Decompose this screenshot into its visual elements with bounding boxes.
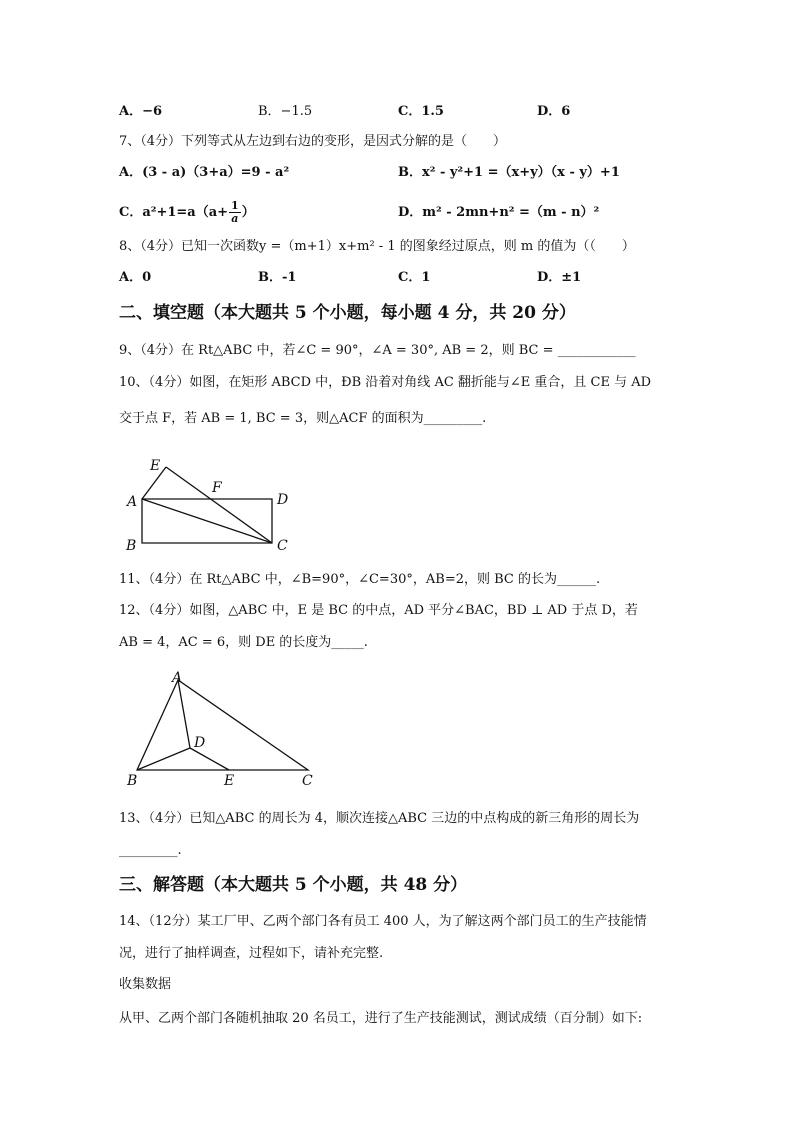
label-a: A	[127, 494, 138, 510]
label-a: A	[172, 670, 183, 686]
q10-line-2: 交于点 F，若 AB = 1, BC = 3，则△ACF 的面积为_________.	[119, 411, 487, 426]
q7-option-c-prefix: C．a²+1=a（a+	[119, 205, 229, 220]
label-b: B	[127, 773, 138, 789]
q10-figure	[120, 452, 310, 557]
q9-text: 9、（4分）在 Rt△ABC 中，若∠C = 90°，∠A = 30°, AB = 2，则 BC = ____________	[119, 343, 636, 358]
q8-option-a: A．0	[119, 270, 152, 285]
diagonal-ac	[142, 499, 272, 543]
q6-option-b: B．−1.5	[258, 104, 313, 119]
q7-fraction-numerator: 1	[231, 199, 239, 212]
q7-option-b: B．x² - y²+1 =（x+y）（x - y）+1	[398, 165, 620, 180]
q8-option-c: C．1	[398, 270, 431, 285]
q7-stem: 7、（4分）下列等式从左边到右边的变形，是因式分解的是（ ）	[119, 134, 507, 149]
q10-line-1: 10、（4分）如图，在矩形 ABCD 中，ÐB 沿着对角线 AC 翻折能与∠E 重合，且 CE 与 AD	[119, 375, 652, 390]
q8-stem: 8、（4分）已知一次函数y =（m+1）x+m² - 1 的图象经过原点，则 m 的值为（（ ）	[119, 239, 635, 254]
q7-option-d: D．m² - 2mn+n² =（m - n）²	[398, 205, 600, 220]
triangle-abc	[137, 680, 308, 770]
q11-text: 11、（4分）在 Rt△ABC 中，∠B=90°，∠C=30°，AB=2，则 BC 的长为______.	[119, 572, 601, 587]
q12-line-2: AB = 4，AC = 6，则 DE 的长度为_____.	[119, 635, 368, 650]
segment-de	[190, 748, 229, 770]
label-e: E	[150, 458, 161, 474]
label-c: C	[277, 538, 288, 554]
q7-fraction-denominator: a	[231, 212, 239, 225]
q14-line-1: 14、（12分）某工厂甲、乙两个部门各有员工 400 人，为了解这两个部门员工的生产技能情	[119, 914, 647, 929]
section-3-heading: 三、解答题（本大题共 5 个小题，共 48 分）	[119, 875, 468, 895]
section-2-heading: 二、填空题（本大题共 5 个小题，每小题 4 分，共 20 分）	[119, 303, 576, 323]
q12-figure	[120, 668, 320, 790]
q12-line-1: 12、（4分）如图，△ABC 中，E 是 BC 的中点，AD 平分∠BAC，BD ⊥ AD 于点 D，若	[119, 603, 638, 618]
q6-option-d: D．6	[537, 104, 571, 119]
q13-line-1: 13、（4分）已知△ABC 的周长为 4，顺次连接△ABC 三边的中点构成的新三角形的周长为	[119, 811, 640, 826]
q8-option-b: B．-1	[258, 270, 297, 285]
q6-option-c: C．1.5	[398, 104, 444, 119]
label-f: F	[212, 480, 222, 496]
label-b: B	[126, 538, 137, 554]
q7-option-c-suffix: ）	[241, 205, 255, 220]
q7-option-c	[119, 196, 255, 230]
q13-line-2: _________.	[119, 843, 182, 858]
q14-line-2: 况，进行了抽样调查，过程如下，请补充完整.	[119, 946, 384, 961]
q7-option-a: A．(3 - a)（3+a）=9 - a²	[119, 165, 290, 180]
q7-option-c-fraction	[229, 200, 241, 225]
q14-line-4: 从甲、乙两个部门各随机抽取 20 名员工，进行了生产技能测试，测试成绩（百分制）如下:	[119, 1011, 643, 1026]
label-c: C	[302, 773, 313, 789]
segment-ec	[166, 467, 272, 543]
label-d: D	[277, 492, 289, 508]
q6-option-a: A．−6	[119, 104, 163, 119]
segment-ad	[178, 680, 190, 748]
label-e: E	[224, 773, 235, 789]
label-d: D	[194, 735, 206, 751]
q8-option-d: D．±1	[537, 270, 582, 285]
q14-line-3: 收集数据	[119, 977, 172, 992]
